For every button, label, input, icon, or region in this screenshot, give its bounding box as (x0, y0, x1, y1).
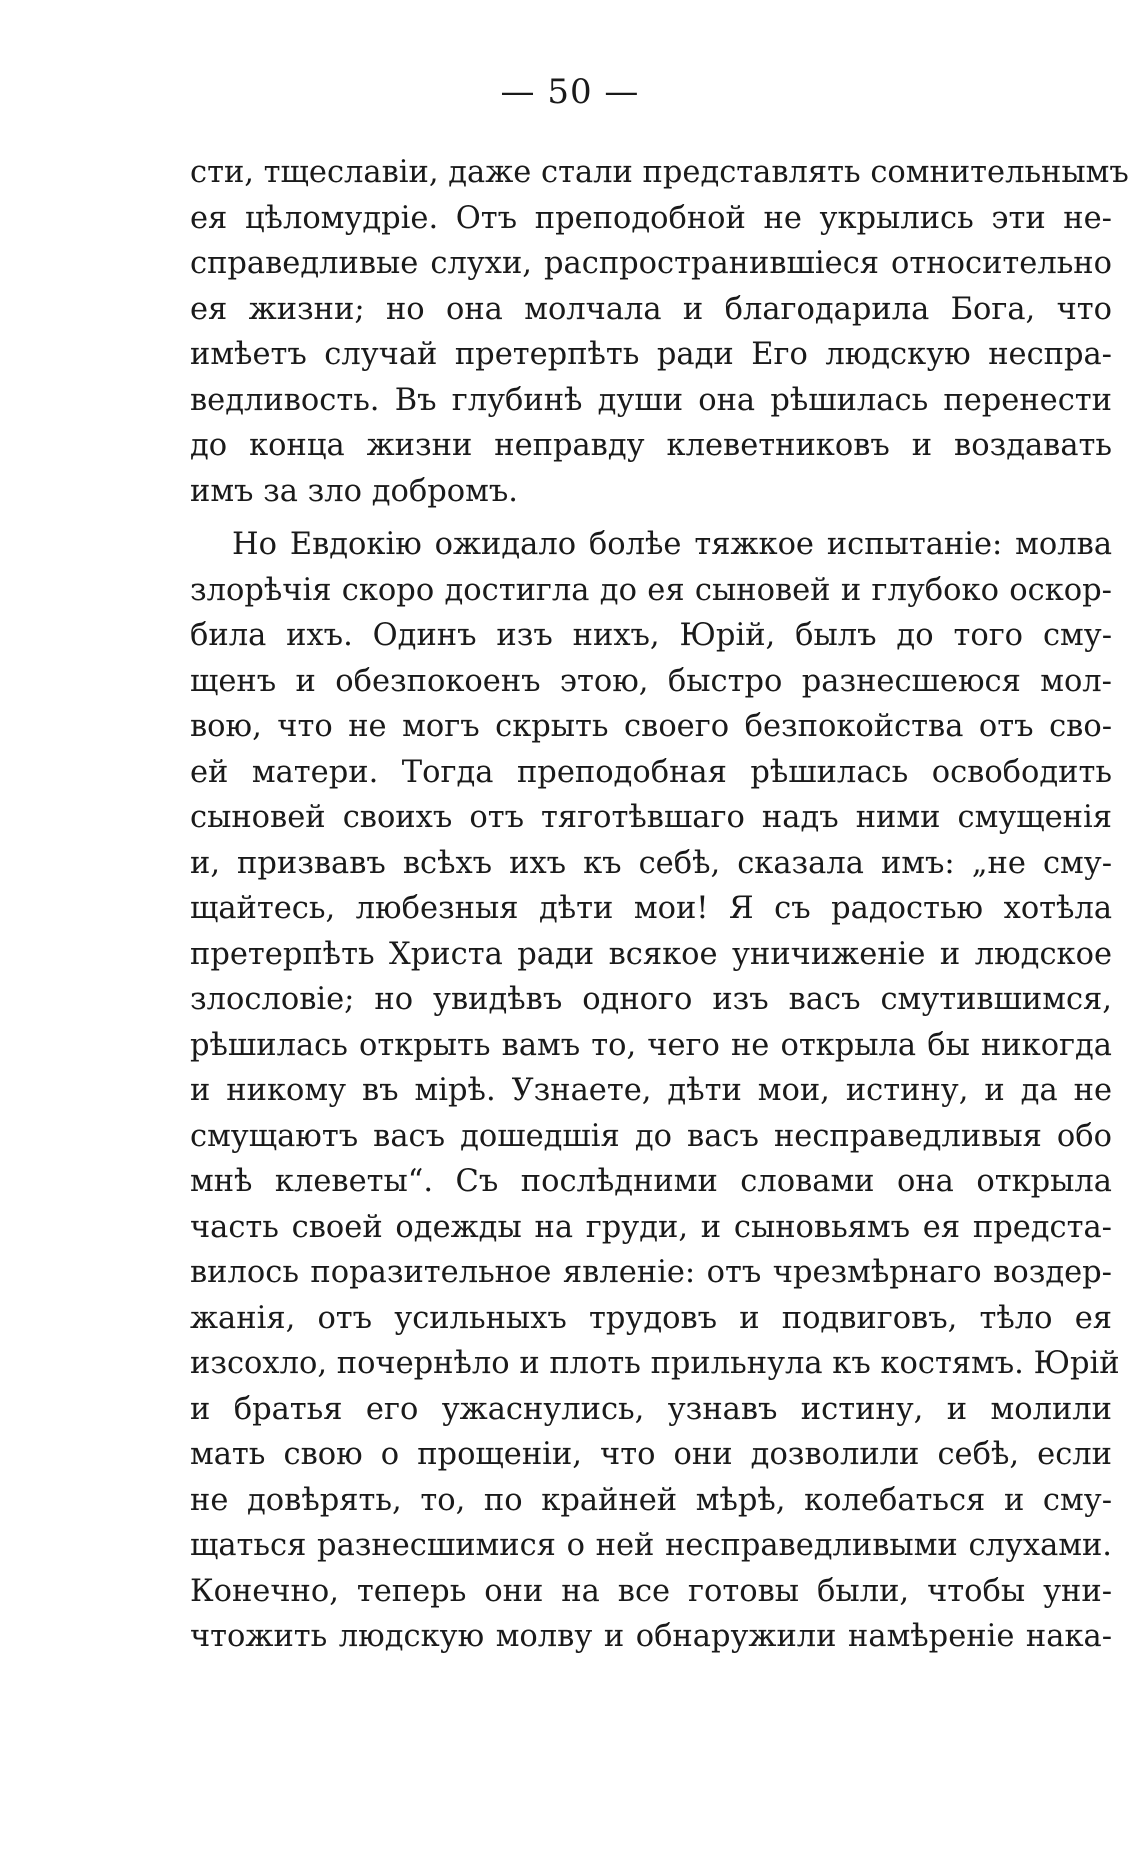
text-line: ея цѣломудріе. Отъ преподобной не укрылись эти не- (190, 200, 1112, 236)
text-line: до конца жизни неправду клеветниковъ и воздавать (190, 428, 1112, 463)
paragraph-2 (190, 522, 1120, 1660)
text-line: имъ за зло добромъ. (190, 473, 518, 509)
text-line: щенъ и обезпокоенъ этою, быстро разнесшеюся мол- (190, 663, 1112, 699)
text-line: била ихъ. Одинъ изъ нихъ, Юрій, былъ до того сму- (190, 618, 1112, 653)
text-line: мнѣ клеветы“. Съ послѣдними словами она открыла (190, 1164, 1112, 1199)
text-line: щайтесь, любезныя дѣти мои! Я съ радостью хотѣла (190, 891, 1112, 926)
paragraph-gap (190, 514, 1112, 522)
text-line: злословіе; но увидѣвъ одного изъ васъ смутившимся, (190, 982, 1112, 1017)
text-line: сыновей своихъ отъ тяготѣвшаго надъ ними смущенія (190, 800, 1112, 835)
text-line: ведливость. Въ глубинѣ души она рѣшилась перенести (190, 382, 1112, 418)
text-line: Но Евдокію ожидало болѣе тяжкое испытаніе: молва (232, 527, 1112, 562)
text-line: и, призвавъ всѣхъ ихъ къ себѣ, сказала имъ: „не сму- (190, 845, 1112, 881)
body-text (190, 150, 1129, 1660)
text-line: справедливые слухи, распространившіеся относительно (190, 246, 1112, 281)
page-number: — 50 — (500, 72, 640, 112)
text-line: не довѣрять, то, по крайней мѣрѣ, колебаться и сму- (190, 1482, 1112, 1518)
text-line: рѣшилась открыть вамъ то, чего не открыла бы никогда (190, 1027, 1112, 1063)
text-line: вилось поразительное явленіе: отъ чрезмѣрнаго воздер- (190, 1255, 1112, 1290)
text-line: и никому въ мірѣ. Узнаете, дѣти мои, истину, и да не (190, 1073, 1112, 1108)
text-line: вою, что не могъ скрыть своего безпокойства отъ сво- (190, 709, 1112, 744)
text-line: и братья его ужаснулись, узнавъ истину, и молили (190, 1391, 1112, 1427)
text-line: Конечно, теперь они на все готовы были, чтобы уни- (190, 1573, 1112, 1609)
text-line: ея жизни; но она молчала и благодарила Бога, что (190, 291, 1112, 327)
text-line: чтожить людскую молву и обнаружили намѣреніе нака- (190, 1619, 1112, 1654)
text-line: ей матери. Тогда преподобная рѣшилась освободить (190, 754, 1112, 790)
text-line: мать свою о прощеніи, что они дозволили себѣ, если (190, 1437, 1112, 1472)
text-line: щаться разнесшимися о ней несправедливыми слухами. (190, 1528, 1112, 1563)
text-line: часть своей одежды на груди, и сыновьямъ ея предста- (190, 1209, 1112, 1245)
text-line: имѣетъ случай претерпѣть ради Его людскую неспра- (190, 337, 1112, 372)
text-line: смущаютъ васъ дошедшія до васъ несправедливыя обо (190, 1118, 1112, 1154)
paragraph-1 (190, 150, 1129, 514)
text-line: жанія, отъ усильныхъ трудовъ и подвиговъ, тѣло ея (190, 1300, 1112, 1336)
text-line: сти, тщеславіи, даже стали представлять сомнительнымъ (190, 155, 1129, 190)
text-line: претерпѣть Христа ради всякое уничиженіе и людское (190, 936, 1112, 972)
text-line: злорѣчія скоро достигла до ея сыновей и глубоко оскор- (190, 572, 1112, 608)
text-line: изсохло, почернѣло и плоть прильнула къ костямъ. Юрій (190, 1346, 1120, 1381)
